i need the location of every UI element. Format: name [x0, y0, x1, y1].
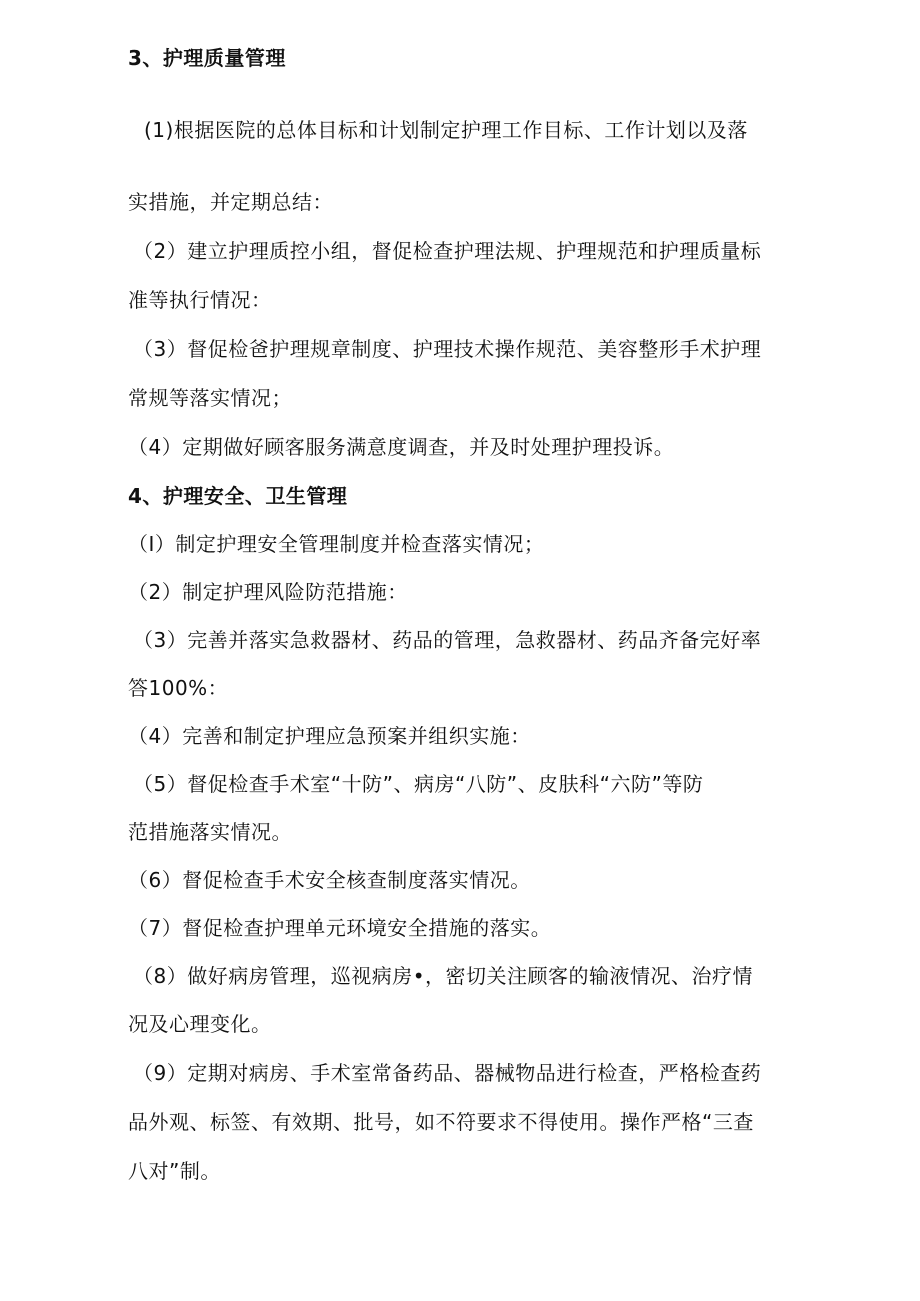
- section-4-line-1: （I）制定护理安全管理制度并检查落实情况；: [128, 532, 545, 556]
- section-4-line-14: 八对”制。: [128, 1159, 221, 1183]
- section-3-line-6: 常规等落实情况；: [128, 386, 292, 410]
- section-4-line-5: （4）完善和制定护理应急预案并组织实施：: [128, 724, 531, 748]
- section-4-line-3: （3）完善并落实急救器材、药品的管理，急救器材、药品齐备完好率: [133, 628, 762, 652]
- section-4-heading: 4、护理安全、卫生管理: [128, 484, 348, 508]
- section-4-line-6: （5）督促检查手术室“十防”、病房“八防”、皮肤科“六防”等防: [133, 772, 704, 796]
- section-4-line-4: 答100%：: [128, 676, 229, 700]
- section-3-line-2: 实措施，并定期总结：: [128, 190, 333, 214]
- section-3-line-4: 准等执行情况：: [128, 288, 272, 312]
- section-4-line-13: 品外观、标签、有效期、批号，如不符要求不得使用。操作严格“三查: [128, 1110, 754, 1134]
- section-4-line-9: （7）督促检查护理单元环境安全措施的落实。: [128, 916, 552, 940]
- section-3-line-7: （4）定期做好顾客服务满意度调查，并及时处理护理投诉。: [128, 435, 675, 459]
- section-4-line-2: （2）制定护理风险防范措施：: [128, 580, 408, 604]
- section-3-line-3: （2）建立护理质控小组，督促检查护理法规、护理规范和护理质量标: [133, 239, 762, 263]
- section-4-line-10: （8）做好病房管理，巡视病房•，密切关注顾客的输液情况、治疗情: [133, 964, 754, 988]
- section-4-line-8: （6）督促检查手术安全核查制度落实情况。: [128, 868, 531, 892]
- section-4-line-7: 范措施落实情况。: [128, 820, 292, 844]
- section-4-line-11: 况及心理变化。: [128, 1012, 272, 1036]
- section-3-line-5: （3）督促检爸护理规章制度、护理技术操作规范、美容整形手术护理: [133, 337, 762, 361]
- section-4-line-12: （9）定期对病房、手术室常备药品、器械物品进行检查，严格检查药: [133, 1061, 762, 1085]
- section-3-line-1: (1)根据医院的总体目标和计划制定护理工作目标、工作计划以及落: [144, 118, 748, 142]
- section-3-heading: 3、护理质量管理: [128, 46, 286, 70]
